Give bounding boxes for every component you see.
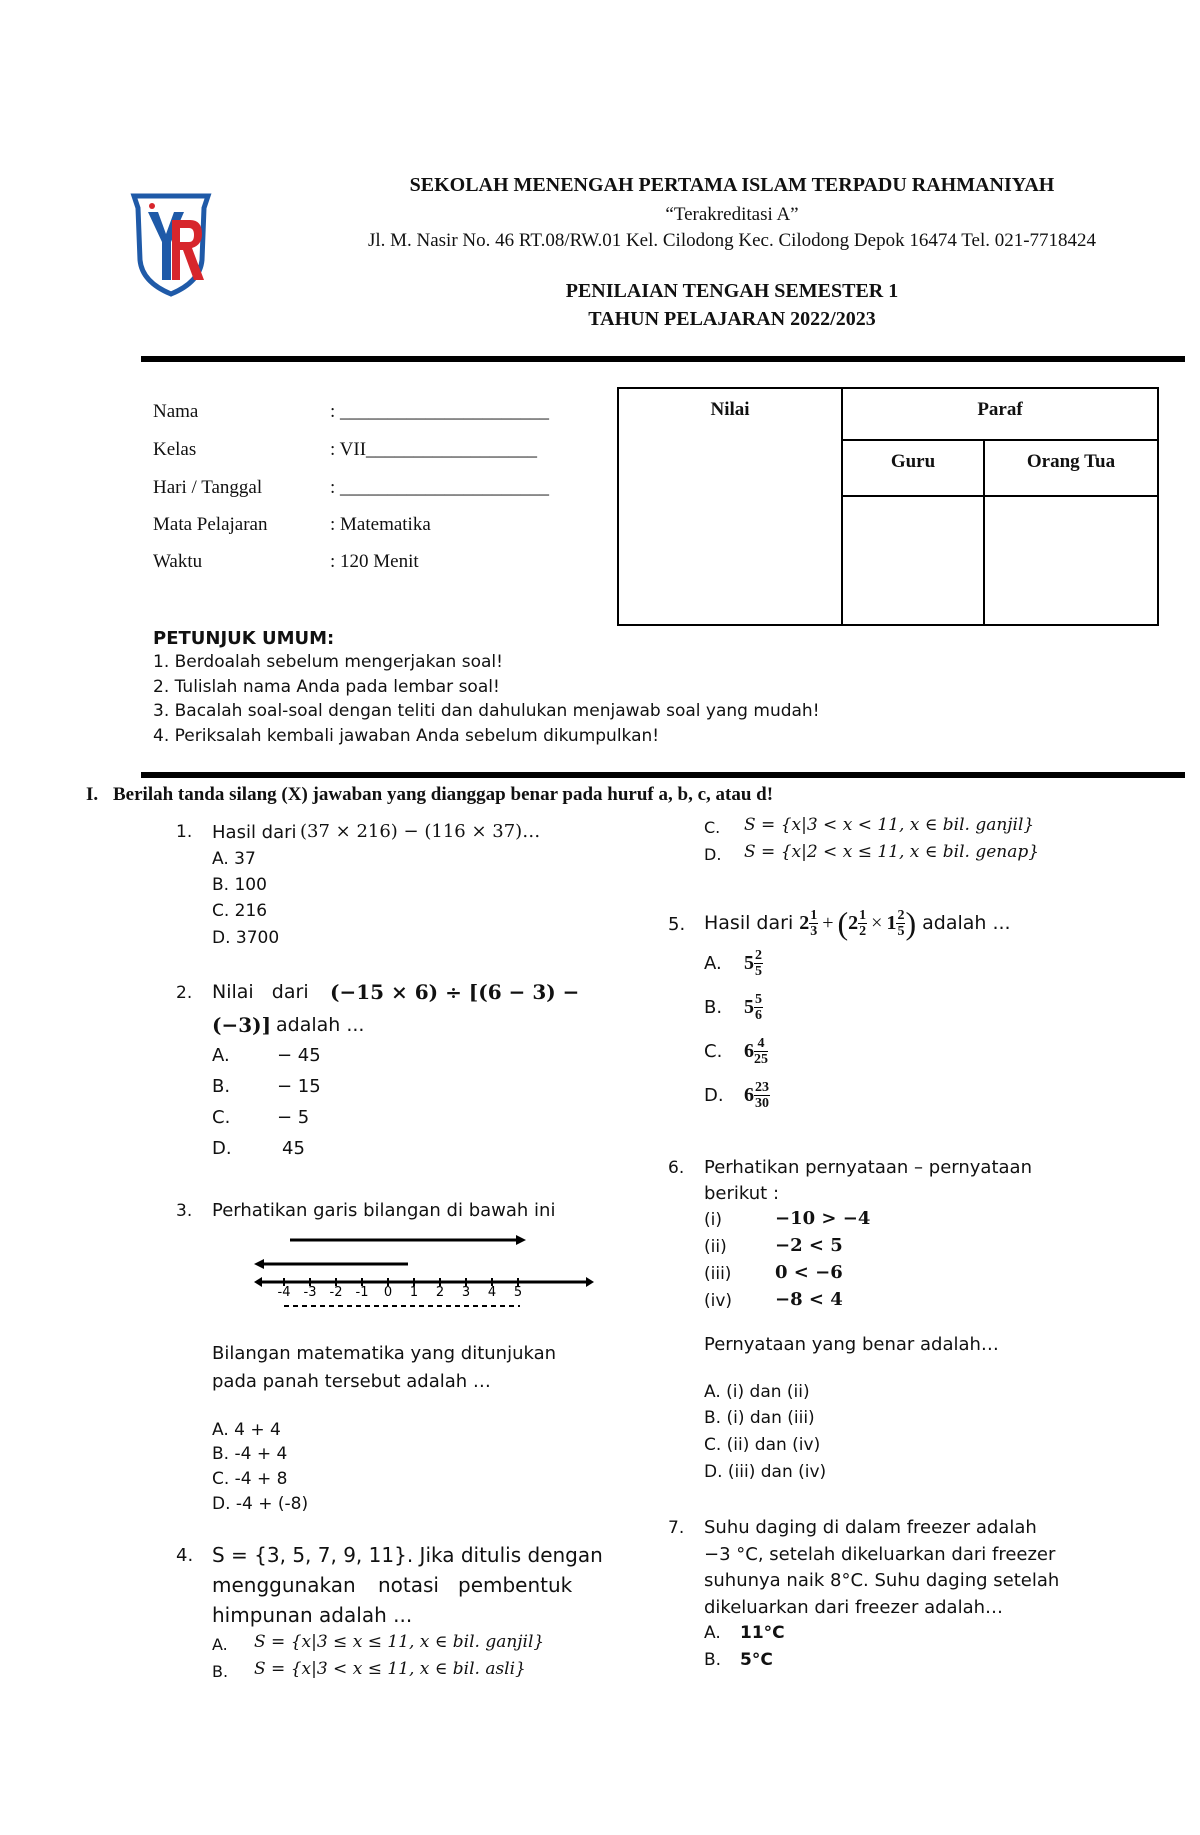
q5-option-b[interactable]: B. 5 $\frac{5}{6}$ — [704, 991, 762, 1023]
school-logo — [128, 190, 214, 300]
q6-option-a[interactable]: A. (i) dan (ii) — [704, 1382, 810, 1402]
q5-number: 5. — [668, 914, 686, 935]
q6-option-c[interactable]: C. (ii) dan (iv) — [704, 1435, 821, 1455]
q5-prefix: Hasil dari — [704, 912, 794, 934]
number-line-tick-label: 1 — [409, 1285, 419, 1300]
field-value-kelas[interactable]: : VII__________________ — [330, 439, 538, 460]
q2-line1-text: Nilai dari — [212, 981, 309, 1003]
q7-line2: −3 °C, setelah dikeluarkan dari freezer — [704, 1544, 1056, 1565]
q4-option-b-letter[interactable]: B. — [212, 1662, 229, 1681]
school-address: Jl. M. Nasir No. 46 RT.08/RW.01 Kel. Cilodong Kec. Cilodong Depok 16474 Tel. 021-7718424 — [367, 230, 1097, 251]
score-table — [617, 387, 1159, 626]
q6-line1: Perhatikan pernyataan – pernyataan — [704, 1157, 1032, 1178]
q7-option-a[interactable]: 11°C — [740, 1623, 785, 1643]
q5-option-c[interactable]: C. 6 $\frac{4}{25}$ — [704, 1035, 768, 1067]
q4-option-a-letter[interactable]: A. — [212, 1635, 228, 1654]
field-label-waktu: Waktu — [153, 551, 203, 572]
q6-statement-3-label: (iii) — [704, 1264, 732, 1284]
accreditation: “Terakreditasi A” — [665, 204, 799, 225]
q6-statement-3: 0 < −6 — [775, 1262, 843, 1283]
q5-whole-3: 1 — [886, 911, 897, 934]
q2-line1-expr: (−15 × 6) ÷ [(6 − 3) − — [330, 980, 580, 1004]
field-value-waktu: : 120 Menit — [330, 551, 419, 572]
header-rule — [141, 356, 1185, 362]
q4-line3: himpunan adalah ... — [212, 1603, 413, 1627]
q7-option-b-letter[interactable]: B. — [704, 1650, 722, 1670]
q6-statement-4-label: (iv) — [704, 1291, 733, 1311]
orang-tua-header: Orang Tua — [984, 440, 1158, 496]
section-title: Berilah tanda silang (X) jawaban yang dianggap benar pada huruf a, b, c, atau d! — [113, 784, 774, 805]
q4-option-c[interactable]: S = {x|3 < x < 11, x ∈ bil. ganjil} — [744, 815, 1035, 835]
q2-option-d-value[interactable]: 45 — [282, 1138, 305, 1159]
q3-caption-1: Bilangan matematika yang ditunjukan — [212, 1343, 557, 1364]
q6-number: 6. — [668, 1158, 685, 1178]
q2-option-c-value[interactable]: − 5 — [277, 1107, 310, 1128]
q3-option-b[interactable]: B. -4 + 4 — [212, 1444, 288, 1464]
q3-number: 3. — [176, 1201, 193, 1221]
section-number: I. — [86, 784, 99, 805]
q6-statement-4: −8 < 4 — [775, 1289, 843, 1310]
q7-line3: suhunya naik 8°C. Suhu daging setelah — [704, 1570, 1060, 1591]
q7-option-a-letter[interactable]: A. — [704, 1623, 721, 1643]
q5-whole-2: 2 — [848, 911, 859, 934]
number-line-tick-label: -4 — [277, 1285, 291, 1300]
nilai-header: Nilai — [710, 399, 750, 420]
q3-caption-2: pada panah tersebut adalah … — [212, 1371, 491, 1392]
number-line-tick-label: 5 — [513, 1285, 523, 1300]
number-line-tick-label: 3 — [461, 1285, 471, 1300]
q2-option-c-letter[interactable]: C. — [212, 1107, 231, 1128]
q3-option-d[interactable]: D. -4 + (-8) — [212, 1494, 309, 1514]
instructions-title: PETUNJUK UMUM: — [153, 628, 335, 649]
q5-fraction-1: $\frac{1}{3}$ — [810, 907, 818, 939]
number-line-tick-label: 4 — [487, 1285, 497, 1300]
academic-year: TAHUN PELAJARAN 2022/2023 — [588, 308, 876, 330]
number-line-tick-label: -3 — [303, 1285, 317, 1300]
q3-option-c[interactable]: C. -4 + 8 — [212, 1469, 288, 1489]
q4-option-d[interactable]: S = {x|2 < x ≤ 11, x ∈ bil. genap} — [744, 842, 1040, 862]
q5-expression: Hasil dari 2 $\frac{1}{3}$ + ( 2 $\frac{1}{2}$ × 1 $\frac{2}{5}$ ) adalah ... — [704, 905, 1011, 941]
nilai-cell[interactable] — [618, 388, 842, 625]
q1-option-a[interactable]: A. 37 — [212, 849, 256, 869]
guru-header: Guru — [842, 440, 984, 496]
instruction-item: 1. Berdoalah sebelum mengerjakan soal! — [153, 652, 503, 672]
q7-line4: dikeluarkan dari freezer adalah… — [704, 1597, 1004, 1618]
q2-line2-expr: (−3)] — [212, 1013, 272, 1037]
q5-option-d[interactable]: D. 6 $\frac{23}{30}$ — [704, 1079, 769, 1111]
q3-option-a[interactable]: A. 4 + 4 — [212, 1420, 281, 1440]
q6-statement-1-label: (i) — [704, 1210, 722, 1230]
instruction-item: 2. Tulislah nama Anda pada lembar soal! — [153, 677, 500, 697]
q6-statement-2: −2 < 5 — [775, 1235, 843, 1256]
number-line-figure — [254, 1228, 594, 1312]
q2-option-a-letter[interactable]: A. — [212, 1045, 230, 1066]
q5-fraction-2: $\frac{1}{2}$ — [859, 907, 867, 939]
q5-whole-1: 2 — [799, 911, 810, 934]
q1-number: 1. — [176, 822, 193, 842]
q2-option-b-letter[interactable]: B. — [212, 1076, 231, 1097]
orang-tua-signature-cell[interactable] — [984, 496, 1158, 625]
q4-option-b[interactable]: S = {x|3 < x ≤ 11, x ∈ bil. asli} — [254, 1659, 526, 1679]
q6-question: Pernyataan yang benar adalah… — [704, 1334, 999, 1355]
paraf-header: Paraf — [842, 388, 1158, 440]
q2-option-b-value[interactable]: − 15 — [277, 1076, 321, 1097]
field-label-nama: Nama — [153, 401, 199, 422]
q1-expression: (37 × 216) − (116 × 37)… — [300, 821, 541, 842]
q6-statement-1: −10 > −4 — [775, 1208, 871, 1229]
q4-line2-a: menggunakan — [212, 1573, 356, 1597]
exam-title: PENILAIAN TENGAH SEMESTER 1 — [565, 280, 899, 302]
q4-number: 4. — [176, 1545, 194, 1566]
q2-number: 2. — [176, 983, 193, 1003]
axis-arrow-left — [254, 1277, 262, 1287]
q4-line1: S = {3, 5, 7, 9, 11}. Jika ditulis dengan — [212, 1543, 603, 1567]
number-line-tick-label: -2 — [329, 1285, 343, 1300]
q1-prefix: Hasil dari — [212, 822, 297, 843]
field-value-mata-pelajaran: : Matematika — [330, 514, 431, 535]
q3-prompt: Perhatikan garis bilangan di bawah ini — [212, 1200, 556, 1221]
q1-option-b[interactable]: B. 100 — [212, 875, 267, 895]
q4-option-a[interactable]: S = {x|3 ≤ x ≤ 11, x ∈ bil. ganjil} — [254, 1632, 545, 1652]
q5-times: × — [871, 911, 883, 934]
q1-option-d[interactable]: D. 3700 — [212, 928, 280, 948]
q5-fraction-3: $\frac{2}{5}$ — [897, 907, 905, 939]
q5-plus: + — [822, 911, 834, 934]
q6-statement-2-label: (ii) — [704, 1237, 727, 1257]
number-line-tick-label: 2 — [435, 1285, 445, 1300]
q2-line2-text: adalah ... — [276, 1014, 365, 1036]
q4-line2-b: notasi — [378, 1573, 439, 1597]
arrow-top-head — [516, 1235, 526, 1245]
q6-option-b[interactable]: B. (i) dan (iii) — [704, 1408, 815, 1428]
q7-number: 7. — [668, 1518, 685, 1538]
field-label-hari-tanggal: Hari / Tanggal — [153, 477, 263, 498]
instruction-item: 3. Bacalah soal-soal dengan teliti dan dahulukan menjawab soal yang mudah! — [153, 701, 820, 721]
number-line-tick-label: 0 — [383, 1285, 393, 1300]
q7-line1: Suhu daging di dalam freezer adalah — [704, 1517, 1037, 1538]
q4-option-d-letter[interactable]: D. — [704, 845, 722, 864]
school-name: SEKOLAH MENENGAH PERTAMA ISLAM TERPADU RAHMANIYAH — [409, 174, 1055, 196]
q6-line2: berikut : — [704, 1183, 780, 1204]
q4-option-c-letter[interactable]: C. — [704, 818, 721, 837]
q2-option-d-letter[interactable]: D. — [212, 1138, 232, 1159]
field-value-nama[interactable]: : ______________________ — [330, 401, 550, 422]
field-value-hari-tanggal[interactable]: : ______________________ — [330, 477, 550, 498]
q6-option-d[interactable]: D. (iii) dan (iv) — [704, 1462, 827, 1482]
field-label-mata-pelajaran: Mata Pelajaran — [153, 514, 268, 535]
section-rule — [141, 772, 1185, 778]
guru-signature-cell[interactable] — [842, 496, 984, 625]
number-line-tick-label: -1 — [355, 1285, 369, 1300]
q2-option-a-value[interactable]: − 45 — [277, 1045, 321, 1066]
q7-option-b[interactable]: 5°C — [740, 1650, 773, 1670]
q1-option-c[interactable]: C. 216 — [212, 901, 268, 921]
axis-arrow-right — [586, 1277, 594, 1287]
q5-suffix: adalah ... — [922, 912, 1011, 934]
q4-line2-c: pembentuk — [458, 1573, 573, 1597]
q5-option-a[interactable]: A. 5 $\frac{2}{5}$ — [704, 947, 762, 979]
field-label-kelas: Kelas — [153, 439, 197, 460]
instruction-item: 4. Periksalah kembali jawaban Anda sebelum dikumpulkan! — [153, 726, 660, 746]
arrow-middle-head — [254, 1259, 264, 1269]
